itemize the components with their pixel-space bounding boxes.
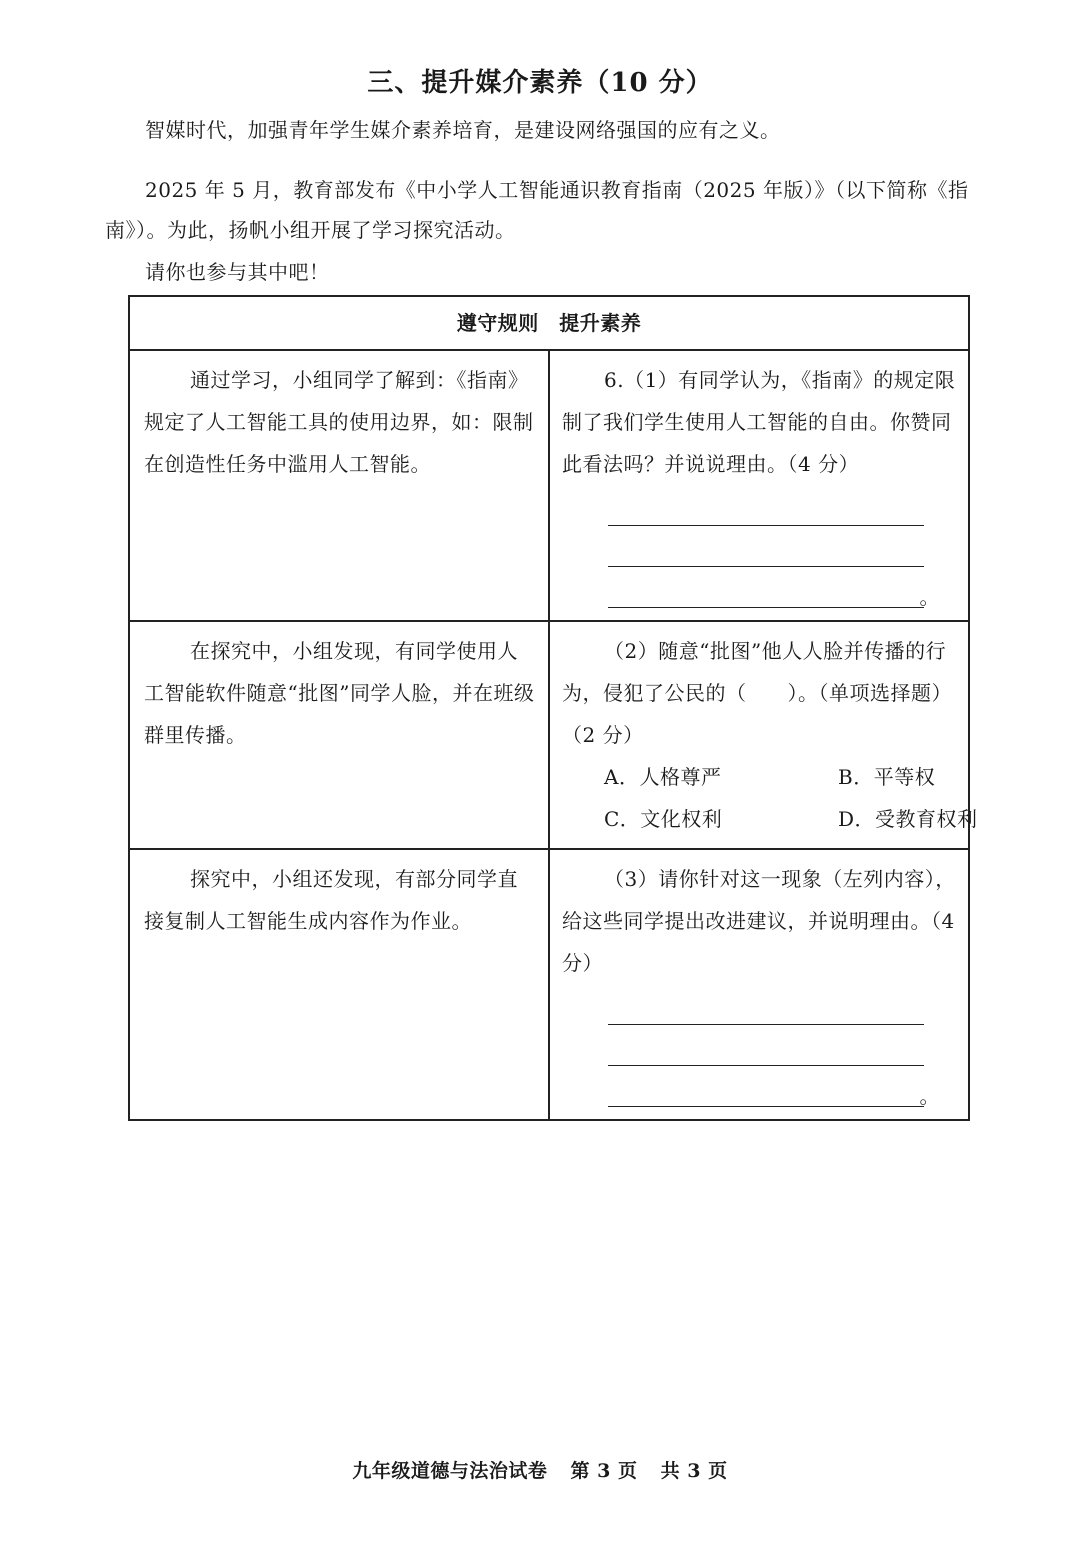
answer-line[interactable] — [608, 526, 924, 567]
exam-name: 九年级道德与法治试卷 — [352, 1460, 548, 1482]
option-d[interactable]: D．受教育权利 — [838, 807, 978, 831]
answer-line[interactable] — [608, 485, 924, 526]
page-current: 第 3 页 — [570, 1460, 638, 1482]
table-header: 遵守规则 提升素养 — [129, 296, 969, 350]
question-cell — [549, 621, 978, 849]
end-mark: 。 — [919, 585, 940, 609]
end-mark: 。 — [919, 1084, 940, 1108]
question-cell — [549, 350, 969, 621]
context-cell — [129, 849, 549, 1120]
context-text: 在探究中，小组发现，有同学使用人工智能软件随意“批图”同学人脸，并在班级群里传播。 — [144, 639, 535, 747]
answer-line[interactable] — [608, 1025, 924, 1066]
intro-paragraph-2: 2025 年 5 月，教育部发布《中小学人工智能通识教育指南（2025 年版）》（以下简称《指南》）。为此，扬帆小组开展了学习探究活动。 — [105, 178, 969, 242]
question-cell — [549, 849, 969, 1120]
intro-paragraph-3: 请你也参与其中吧！ — [145, 260, 330, 284]
table-row — [129, 350, 969, 621]
context-cell — [129, 621, 549, 849]
answer-area[interactable] — [562, 984, 956, 1111]
option-a[interactable]: A．人格尊严 — [604, 765, 722, 789]
intro-paragraph-1: 智媒时代，加强青年学生媒介素养培育，是建设网络强国的应有之义。 — [145, 118, 781, 142]
question-text: 6.（1）有同学认为，《指南》的规定限制了我们学生使用人工智能的自由。你赞同此看法吗？并说说理由。（4 分） — [562, 368, 956, 476]
answer-line[interactable] — [608, 984, 924, 1025]
context-text: 探究中，小组还发现，有部分同学直接复制人工智能生成内容作为作业。 — [144, 867, 518, 933]
question-text: （3）请你针对这一现象（左列内容），给这些同学提出改进建议，并说明理由。（4 分） — [562, 867, 956, 975]
page-footer — [0, 1456, 1080, 1483]
option-b[interactable]: B．平等权 — [838, 765, 936, 789]
answer-line[interactable] — [608, 1066, 924, 1107]
table-header-row — [129, 296, 969, 350]
section-title: 三、提升媒介素养（10 分） — [367, 68, 713, 98]
choice-options — [562, 756, 978, 840]
page-total: 共 3 页 — [660, 1460, 728, 1482]
question-text: （2）随意“批图”他人人脸并传播的行为，侵犯了公民的（ ）。（单项选择题）（2 分） — [562, 639, 952, 747]
context-cell — [129, 350, 549, 621]
context-text: 通过学习，小组同学了解到：《指南》规定了人工智能工具的使用边界，如：限制在创造性任务中滥用人工智能。 — [144, 368, 534, 476]
answer-area[interactable] — [562, 485, 956, 612]
question-table — [128, 295, 978, 1121]
table-row — [129, 849, 969, 1120]
table-row — [129, 621, 969, 849]
answer-line[interactable] — [608, 567, 924, 608]
option-c[interactable]: C．文化权利 — [604, 807, 723, 831]
